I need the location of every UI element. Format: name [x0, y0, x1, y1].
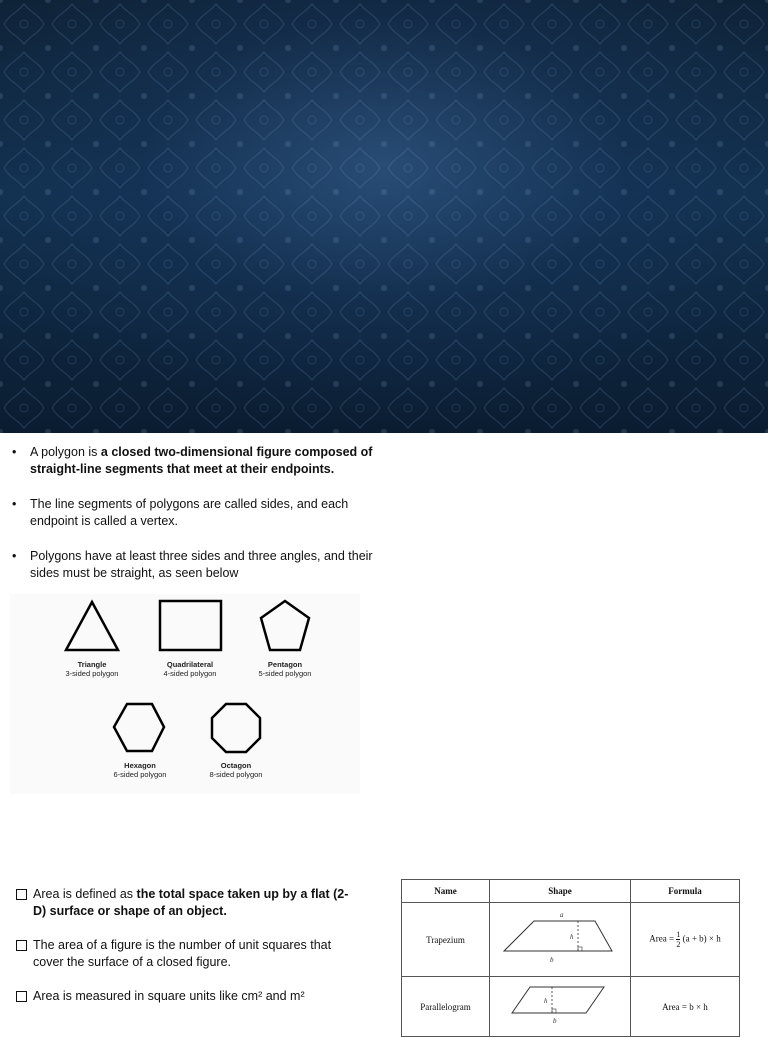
octagon-shape [212, 704, 260, 752]
quadrilateral-label [145, 660, 235, 678]
area-item-units [16, 988, 356, 1005]
shape-name: Hexagon [124, 761, 156, 770]
shape-name: Triangle [77, 660, 107, 669]
checkbox-bullet-icon [16, 889, 27, 900]
parallelogram-diagram [490, 981, 630, 1031]
polygon-shapes-figure [10, 594, 360, 794]
bullet-sides-vertex [12, 496, 392, 530]
area-formula-table [401, 879, 740, 1037]
shape-name: Octagon [220, 761, 252, 770]
damask-pattern [0, 0, 768, 433]
pentagon-label [240, 660, 330, 678]
table-row [402, 903, 740, 977]
bullet-marker: • [12, 549, 17, 563]
label-a: a [560, 910, 564, 919]
formula-suffix: (a + b) × h [682, 933, 721, 944]
area-text: Area is measured in square units like cm² and m² [33, 989, 305, 1003]
header-shape: Shape [490, 880, 631, 903]
bullet-three-sides [12, 548, 392, 582]
checkbox-bullet-icon [16, 940, 27, 951]
trapezium-diagram [490, 909, 630, 969]
polygon-drawings [10, 594, 360, 794]
area-item-definition [16, 886, 356, 920]
formula-fraction [676, 930, 680, 949]
area-definition-list [16, 886, 356, 1022]
bullet-text: Polygons have at least three sides and three angles, and their sides must be straight, as seen below [30, 549, 373, 580]
bullet-text: The line segments of polygons are called sides, and each endpoint is called a vertex. [30, 497, 349, 528]
quadrilateral-shape [160, 601, 221, 650]
pentagon-shape [261, 601, 309, 650]
triangle-label [47, 660, 137, 678]
label-b: b [553, 1016, 557, 1025]
shape-desc: 5-sided polygon [258, 669, 312, 678]
area-bold-text: the total space taken up by a flat (2-D) surface or shape of an object. [33, 887, 349, 918]
area-item-unit-squares [16, 937, 356, 971]
fraction-denominator: 2 [676, 940, 681, 949]
hexagon-shape [114, 704, 164, 751]
header-formula: Formula [631, 880, 740, 903]
formula-prefix: Area = [649, 933, 677, 944]
trapezium-formula-cell [631, 903, 740, 977]
hexagon-label [95, 761, 185, 779]
shape-desc: 6-sided polygon [113, 770, 167, 779]
title-banner [0, 0, 768, 433]
polygon-definition-list [12, 444, 392, 600]
row-name: Parallelogram [402, 977, 490, 1037]
shape-desc: 4-sided polygon [163, 669, 217, 678]
bullet-marker: • [12, 445, 17, 459]
formula-text: Area = b × h [662, 1001, 708, 1012]
parallelogram-shape-cell [490, 977, 631, 1037]
header-name: Name [402, 880, 490, 903]
shape-desc: 3-sided polygon [65, 669, 119, 678]
label-b: b [550, 955, 554, 964]
bullet-text: A polygon is [30, 445, 101, 459]
table-row [402, 977, 740, 1037]
area-text: Area is defined as [33, 887, 137, 901]
bullet-bold-text: a closed two-dimensional figure composed of straight-line segments that meet at their endpoints. [30, 445, 373, 476]
shape-name: Quadrilateral [166, 660, 214, 669]
checkbox-bullet-icon [16, 991, 27, 1002]
triangle-shape [66, 602, 118, 650]
shape-desc: 8-sided polygon [209, 770, 263, 779]
bullet-marker: • [12, 497, 17, 511]
bullet-definition [12, 444, 392, 478]
row-name: Trapezium [402, 903, 490, 977]
parallelogram-formula-cell [631, 977, 740, 1037]
trapezium-shape-cell [490, 903, 631, 977]
shape-name: Pentagon [267, 660, 303, 669]
octagon-label [191, 761, 281, 779]
label-h: h [544, 996, 548, 1005]
table-header-row [402, 880, 740, 903]
label-h: h [570, 932, 574, 941]
fraction-numerator: 1 [676, 930, 681, 939]
area-text: The area of a figure is the number of unit squares that cover the surface of a closed figure. [33, 938, 332, 969]
